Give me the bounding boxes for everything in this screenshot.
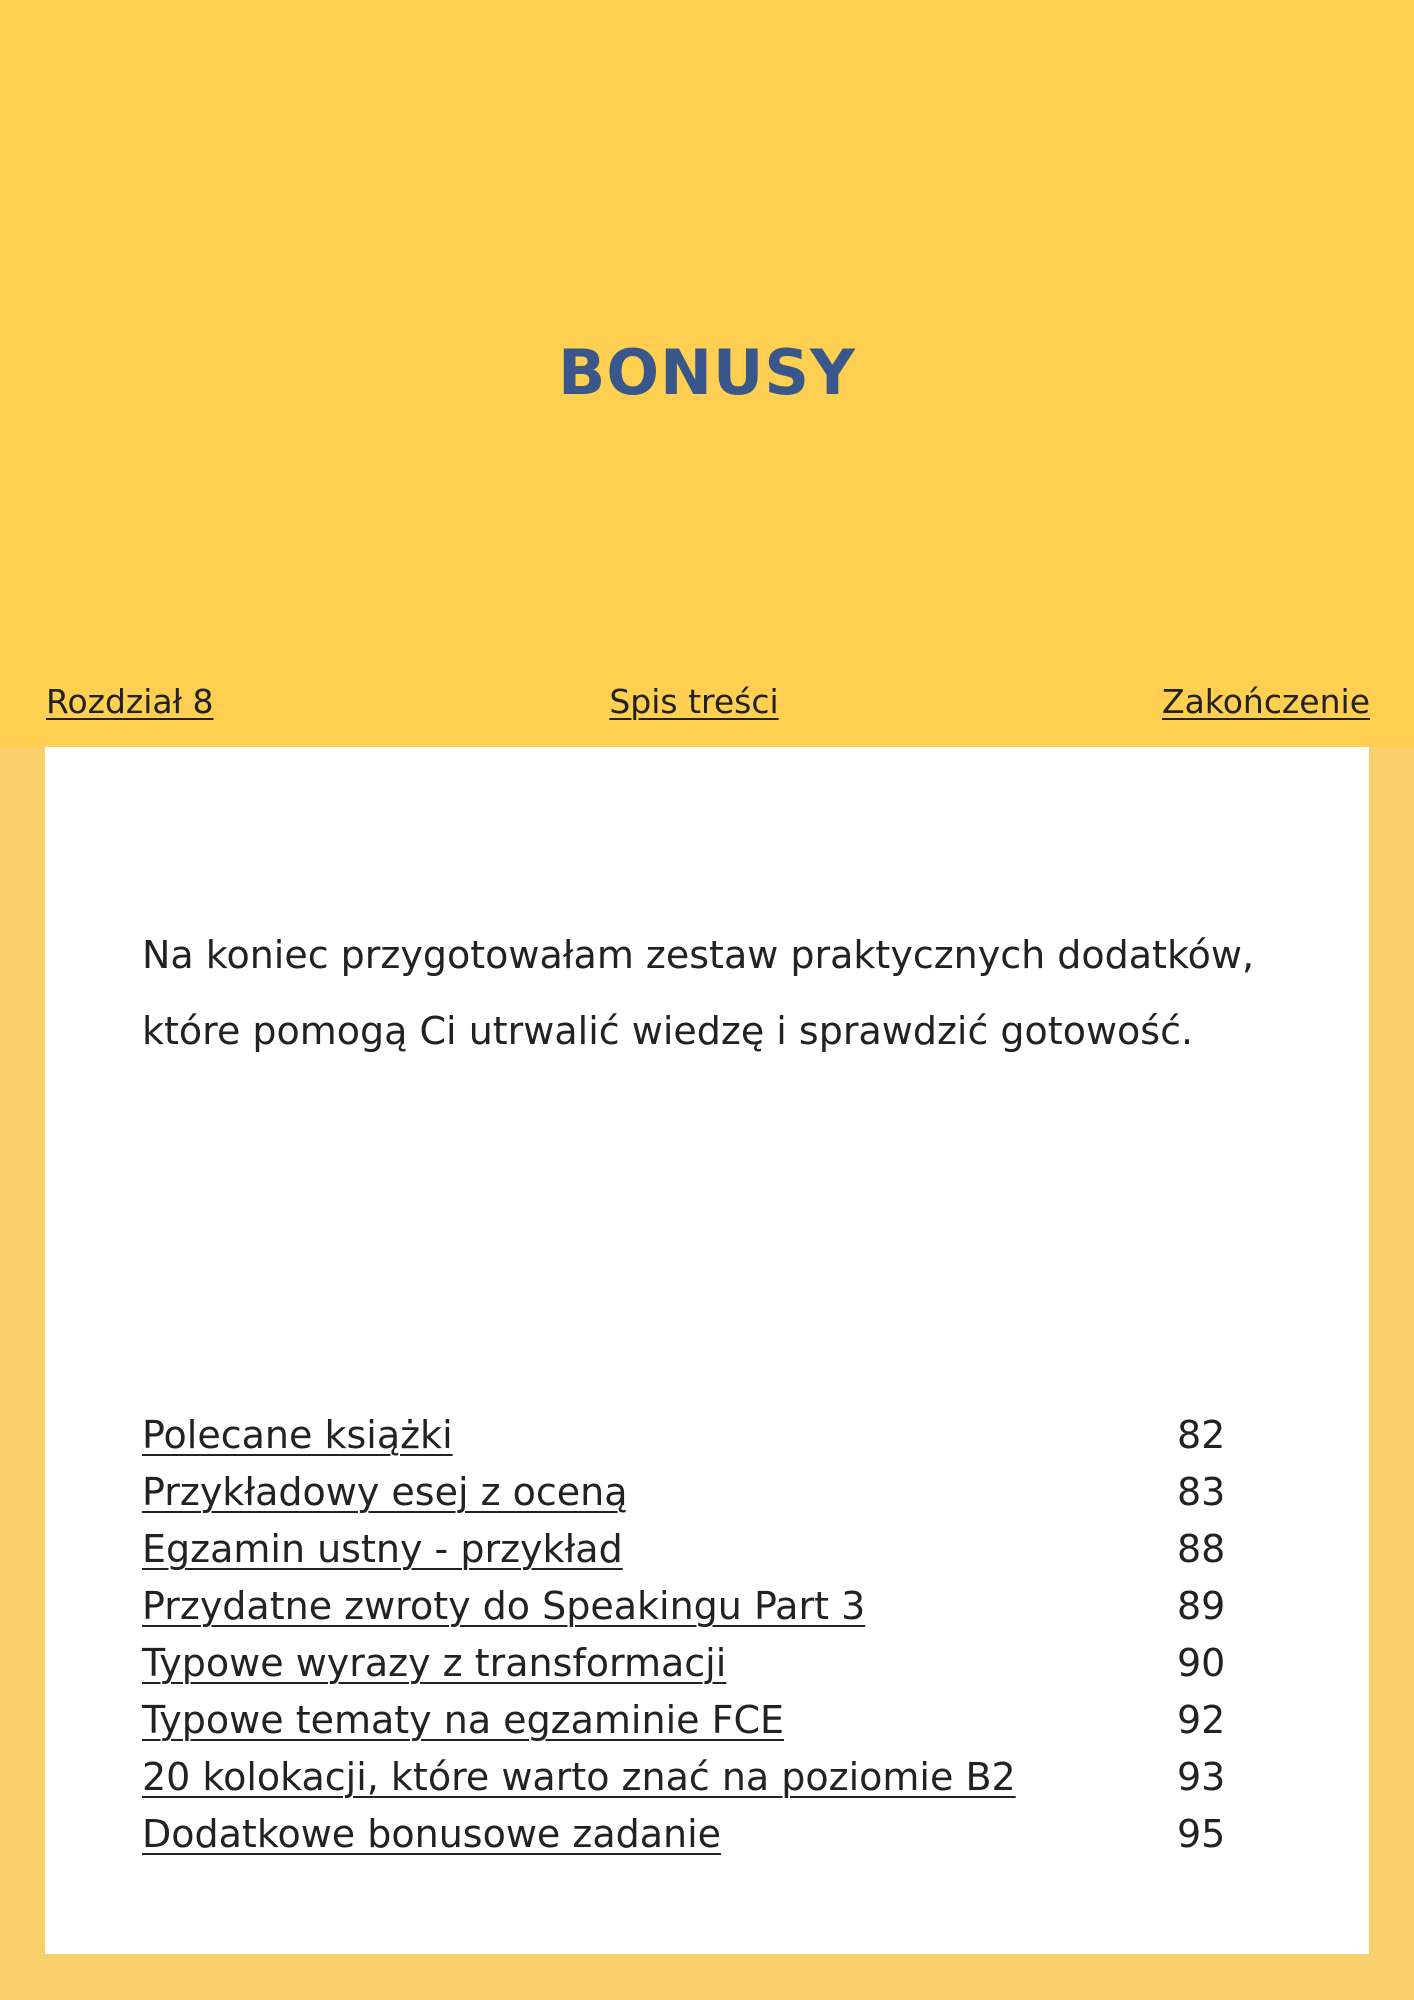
toc-page-number: 92	[1177, 1698, 1226, 1742]
toc-link[interactable]: Dodatkowe bonusowe zadanie	[142, 1812, 722, 1856]
toc-page-number: 83	[1177, 1470, 1226, 1514]
toc-row	[142, 1578, 1282, 1635]
next-chapter-link[interactable]: Zakończenie	[1161, 682, 1370, 721]
header-banner	[0, 0, 1414, 747]
toc-link[interactable]: 20 kolokacji, które warto znać na poziomie B2	[142, 1755, 1016, 1799]
bonus-toc-list	[142, 1407, 1282, 1863]
toc-link[interactable]: Typowe tematy na egzaminie FCE	[142, 1698, 784, 1742]
toc-row	[142, 1806, 1282, 1863]
toc-row	[142, 1692, 1282, 1749]
toc-row	[142, 1464, 1282, 1521]
toc-row	[142, 1749, 1282, 1806]
intro-paragraph: Na koniec przygotowałam zestaw praktycznych dodatków, które pomogą Ci utrwalić wiedzę i sprawdzić gotowość.	[142, 933, 1255, 1053]
table-of-contents-link-text[interactable]: Spis treści	[609, 682, 779, 721]
toc-page-number: 90	[1177, 1641, 1226, 1685]
page-title: BONUSY	[558, 336, 856, 409]
toc-link[interactable]: Egzamin ustny - przykład	[142, 1527, 623, 1571]
toc-link[interactable]: Polecane książki	[142, 1413, 453, 1457]
toc-row	[142, 1635, 1282, 1692]
content-card	[45, 747, 1369, 1954]
toc-row	[142, 1407, 1282, 1464]
prev-chapter-link[interactable]: Rozdział 8	[46, 682, 214, 721]
toc-page-number: 88	[1177, 1527, 1226, 1571]
toc-link[interactable]: Przykładowy esej z oceną	[142, 1470, 628, 1514]
toc-page-number: 89	[1177, 1584, 1226, 1628]
toc-link[interactable]: Typowe wyrazy z transformacji	[142, 1641, 727, 1685]
toc-page-number: 93	[1177, 1755, 1226, 1799]
toc-page-number: 82	[1177, 1413, 1226, 1457]
toc-link[interactable]: Przydatne zwroty do Speakingu Part 3	[142, 1584, 866, 1628]
toc-row	[142, 1521, 1282, 1578]
toc-page-number: 95	[1177, 1812, 1226, 1856]
